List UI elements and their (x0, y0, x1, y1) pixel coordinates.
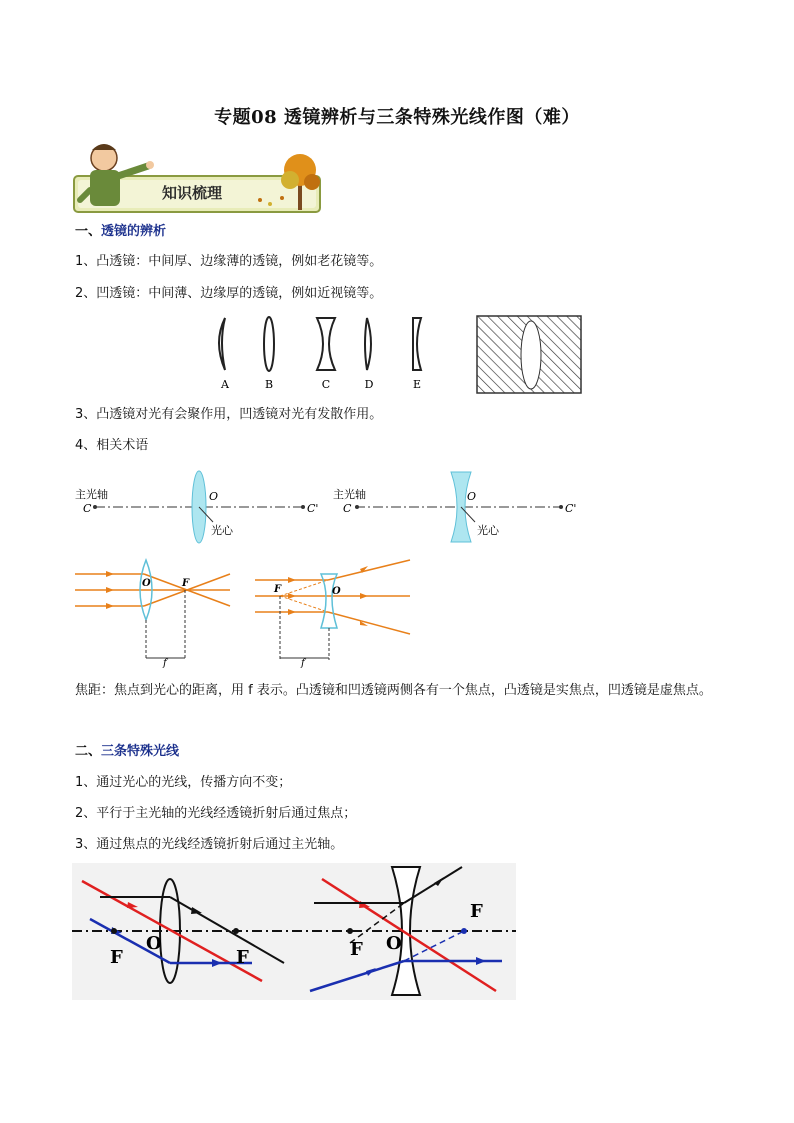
ray-label-f-right-lens-right: F (470, 901, 483, 922)
lens-label-c: C (321, 378, 331, 391)
lens-label-b: B (264, 378, 274, 391)
ray-label-o-left: O (146, 933, 162, 954)
ray-label-f-right: F (236, 947, 249, 968)
section2-item2: 2、平行于主光轴的光线经透镜折射后通过焦点； (75, 806, 357, 821)
point-c-left: C (83, 502, 92, 515)
lens-a-shape (219, 318, 225, 370)
lens-shapes-figure (205, 312, 445, 396)
point-c2-right: C' (565, 502, 577, 515)
focal-length-text: 焦距：焦点到光心的距离，用 f 表示。凸透镜和凹透镜两侧各有一个焦点，凸透镜是实焦点，凹透镜是虚焦点。 (75, 683, 712, 698)
section2-item1: 1、通过光心的光线，传播方向不变； (75, 775, 292, 790)
focal-length-f-concave: f (301, 658, 305, 668)
optical-center-label-right: 光心 (477, 524, 499, 537)
focal-length-diagram (70, 556, 415, 668)
special-rays-diagram (72, 863, 516, 1000)
lens-c-shape (317, 318, 335, 370)
section2-item3: 3、通过焦点的光线经透镜折射后通过主光轴。 (75, 837, 344, 852)
lens-label-d: D (364, 378, 374, 391)
lens-b-shape (264, 317, 274, 371)
lens-e-shape (413, 318, 421, 370)
section1-item3: 3、凸透镜对光有会聚作用，凹透镜对光有发散作用。 (75, 407, 383, 422)
ray-label-f-left: F (110, 947, 123, 968)
lens-label-e: E (412, 378, 422, 391)
point-c-right: C (343, 502, 352, 515)
focal-length-f-convex: f (163, 658, 167, 668)
hatched-lens-figure (476, 315, 582, 394)
knowledge-banner (70, 140, 332, 218)
ray-label-o-right: O (386, 933, 402, 954)
focus-f-convex: F (182, 578, 190, 589)
banner-illustration (70, 140, 332, 218)
section1-heading (75, 222, 166, 242)
point-o-right: O (467, 490, 477, 503)
main-axis-label-left: 主光轴 (75, 488, 108, 501)
section2-prefix: 二、 (75, 744, 102, 759)
focus-f-concave: F (274, 584, 282, 595)
main-axis-label-right: 主光轴 (333, 488, 366, 501)
section1-prefix: 一、 (75, 224, 102, 239)
ray-label-f-right-lens-left: F (350, 939, 363, 960)
optical-center-label-left: 光心 (211, 524, 233, 537)
section2-heading (75, 742, 179, 762)
banner-label: 知识梳理 (162, 184, 223, 202)
section1-item2: 2、凹透镜：中间薄、边缘厚的透镜，例如近视镜等。 (75, 286, 383, 301)
focus-o-concave: O (332, 586, 341, 597)
lens-label-a: A (221, 378, 229, 391)
lens-d-shape (365, 318, 371, 370)
section1-keyword: 透镜的辨析 (101, 224, 167, 239)
section2-keyword: 三条特殊光线 (101, 744, 180, 759)
point-c2-left: C' (307, 502, 319, 515)
optical-center-diagram (75, 470, 585, 550)
page-title: 专题08 透镜辨析与三条特殊光线作图（难） (214, 107, 580, 128)
focus-o-convex: O (142, 578, 151, 589)
point-o-left: O (209, 490, 219, 503)
section1-item4: 4、相关术语 (75, 438, 149, 453)
section1-item1: 1、凸透镜：中间厚、边缘薄的透镜，例如老花镜等。 (75, 254, 383, 269)
